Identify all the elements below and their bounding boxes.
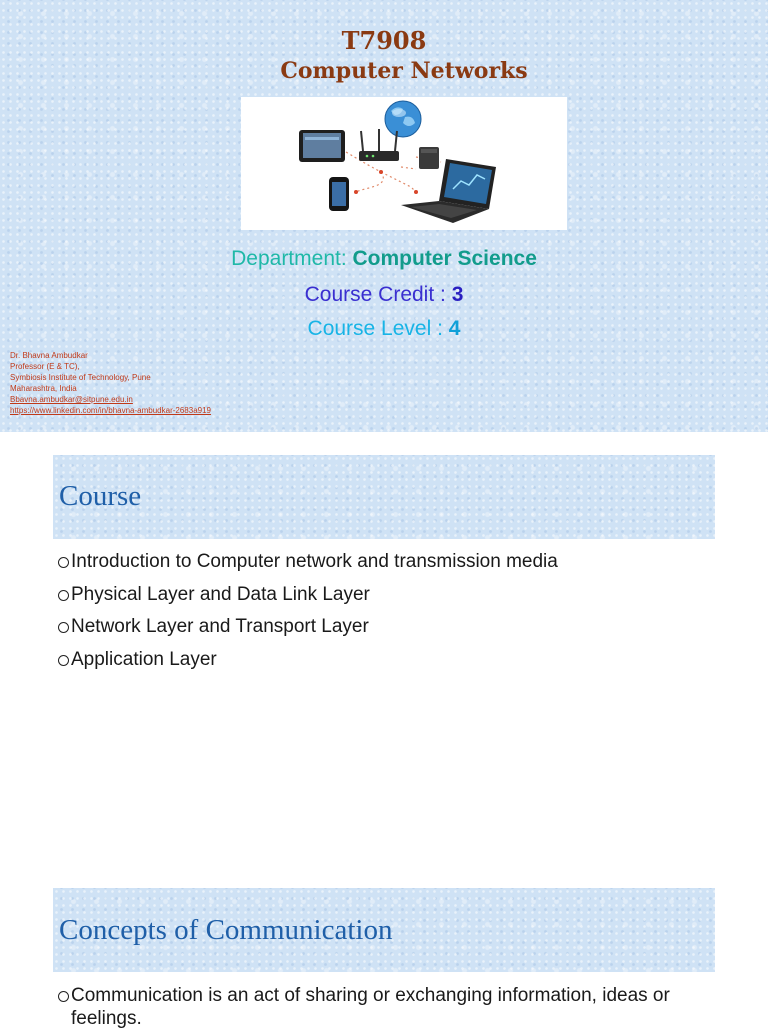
slide-heading: Concepts of Communication (59, 914, 393, 946)
course-header-band (53, 455, 715, 539)
list-item (58, 615, 558, 648)
slide-heading: Course (59, 480, 142, 512)
department-line (0, 247, 768, 271)
author-linkedin-link[interactable]: https://www.linkedin.com/in/bhavna-ambudkar-2683a919 (10, 406, 212, 415)
hollow-circle-icon (58, 991, 69, 1002)
course-level-line (0, 317, 768, 341)
course-topic-list (58, 550, 558, 680)
author-location: Maharashtra, India (10, 384, 77, 393)
course-credit-line (0, 283, 768, 307)
hollow-circle-icon (58, 655, 69, 666)
author-institute: Symbiosis Institute of Technology, Pune (10, 373, 151, 382)
course-slide (0, 433, 768, 865)
concepts-slide (0, 866, 768, 1029)
author-name: Dr. Bhavna Ambudkar (10, 351, 88, 360)
author-email-link[interactable]: Bbavna.ambudkar@sitpune.edu.in (10, 395, 133, 404)
concepts-list (58, 984, 718, 1030)
course-level-label: Course Level : (307, 317, 449, 340)
list-item (58, 648, 558, 681)
course-code: T7908 (341, 26, 427, 55)
list-item-text: Communication is an act of sharing or exchanging information, ideas or feelings. (71, 985, 670, 1029)
network-illustration-icon (241, 97, 567, 230)
department-label: Department: (231, 247, 353, 270)
list-item (58, 583, 558, 616)
hollow-circle-icon (58, 622, 69, 633)
author-position: Professor (E & TC), (10, 362, 80, 371)
department-value: Computer Science (352, 247, 537, 270)
hollow-circle-icon (58, 557, 69, 568)
list-item-text: Physical Layer and Data Link Layer (71, 583, 370, 605)
title-slide (0, 0, 768, 432)
course-level-value: 4 (448, 317, 461, 340)
course-credit-value: 3 (451, 283, 464, 306)
list-item (58, 550, 558, 583)
course-title: Computer Networks (280, 58, 528, 84)
list-item-text: Application Layer (71, 648, 217, 670)
list-item (58, 984, 718, 1030)
author-info (10, 350, 211, 416)
network-devices-illustration (241, 97, 567, 230)
hollow-circle-icon (58, 590, 69, 601)
list-item-text: Network Layer and Transport Layer (71, 616, 369, 637)
list-item-text: Introduction to Computer network and transmission media (71, 551, 558, 572)
concepts-header-band (53, 888, 715, 972)
course-credit-label: Course Credit : (304, 283, 452, 306)
